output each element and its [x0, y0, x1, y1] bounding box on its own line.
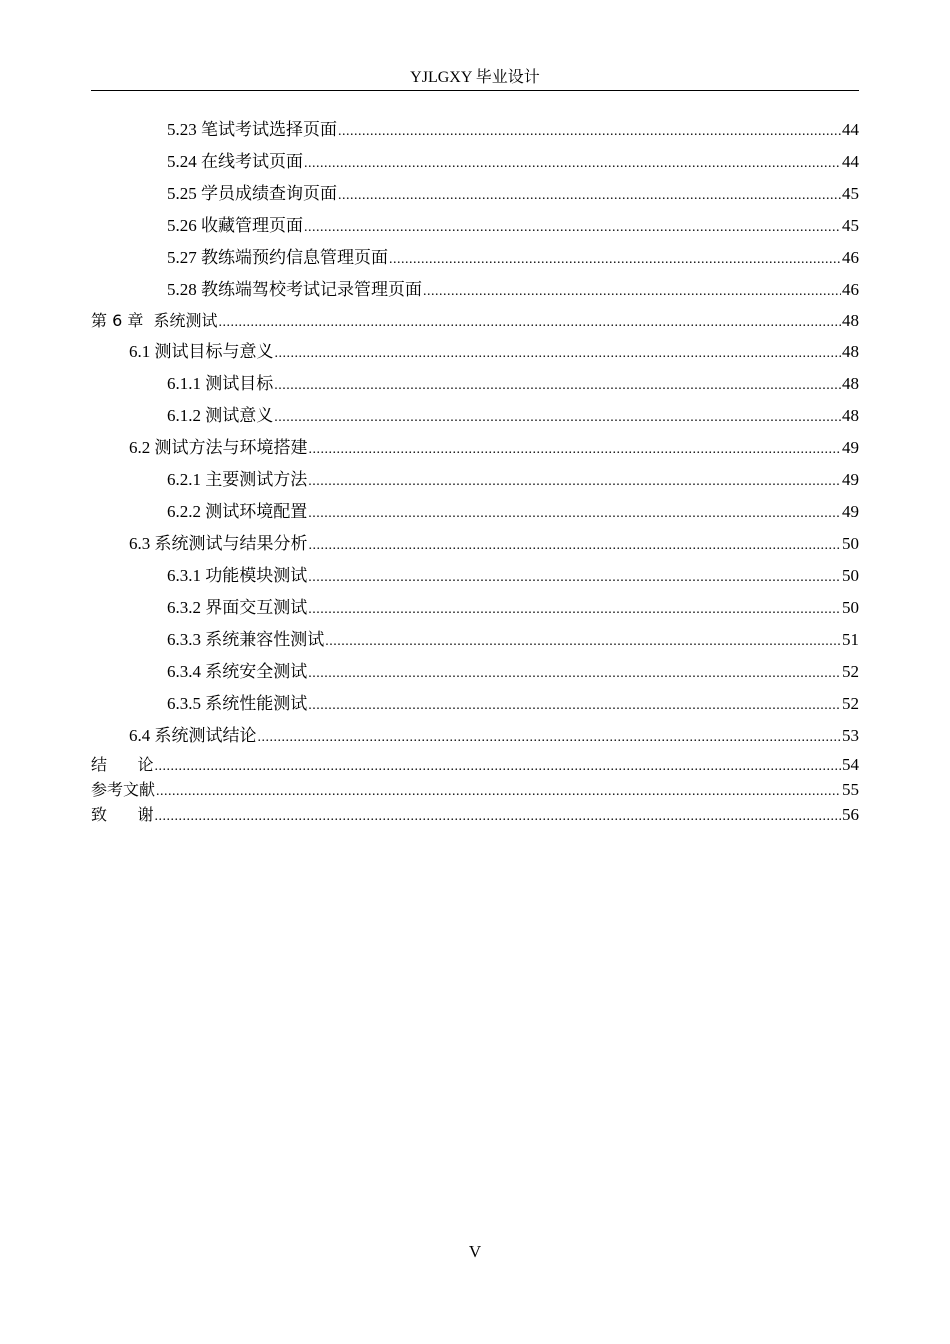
toc-entry-label: 5.28 教练端驾校考试记录管理页面 — [167, 280, 422, 299]
toc-entry-label: 5.27 教练端预约信息管理页面 — [167, 248, 388, 267]
toc-entry-page: 50 — [842, 566, 859, 585]
toc-dot-leader — [274, 402, 841, 434]
toc-entry[interactable] — [91, 688, 859, 720]
toc-entry[interactable] — [91, 496, 859, 528]
toc-entry-page: 48 — [842, 374, 859, 393]
toc-dot-leader — [338, 116, 841, 148]
toc-dot-leader — [308, 594, 841, 626]
toc-entry-page: 56 — [842, 805, 859, 824]
toc-entry-page: 48 — [842, 342, 859, 361]
toc-entry-page: 49 — [842, 470, 859, 489]
toc-entry-label: 6.1 测试目标与意义 — [129, 342, 274, 361]
toc-entry-label: 6.3.1 功能模块测试 — [167, 566, 308, 585]
toc-dot-leader — [325, 626, 841, 658]
toc-entry-page: 51 — [842, 630, 859, 649]
toc-entry-page: 49 — [842, 502, 859, 521]
toc-entry-label: 6.1.2 测试意义 — [167, 406, 274, 425]
toc-dot-leader — [155, 804, 841, 829]
toc-entry[interactable] — [91, 656, 859, 688]
toc-entry-page: 50 — [842, 598, 859, 617]
toc-dot-leader — [156, 779, 841, 804]
toc-dot-leader — [309, 530, 842, 562]
toc-entry-page: 52 — [842, 694, 859, 713]
toc-entry-label: 6.2.1 主要测试方法 — [167, 470, 308, 489]
toc-entry-label: 6.3.2 界面交互测试 — [167, 598, 308, 617]
toc-dot-leader — [308, 658, 841, 690]
toc-entry-page: 50 — [842, 534, 859, 553]
toc-entry[interactable] — [91, 624, 859, 656]
toc-entry[interactable] — [91, 464, 859, 496]
toc-entry-label: 致 谢 — [91, 805, 154, 824]
toc-dot-leader — [304, 212, 841, 244]
toc-dot-leader — [309, 434, 842, 466]
toc-entry-page: 55 — [842, 780, 859, 799]
toc-entry-label: 结 论 — [91, 755, 154, 774]
toc-dot-leader — [338, 180, 841, 212]
toc-entry[interactable] — [91, 432, 859, 464]
toc-entry-label: 6.2.2 测试环境配置 — [167, 502, 308, 521]
toc-entry[interactable] — [91, 752, 859, 777]
page-header: YJLGXY 毕业设计 — [410, 69, 540, 86]
toc-entry[interactable] — [91, 777, 859, 802]
toc-entry-label: 6.3.4 系统安全测试 — [167, 662, 308, 681]
toc-entry[interactable] — [91, 146, 859, 178]
toc-entry-page: 49 — [842, 438, 859, 457]
toc-entry[interactable] — [91, 114, 859, 146]
toc-entry-label: 6.1.1 测试目标 — [167, 374, 274, 393]
toc-dot-leader — [275, 338, 842, 370]
toc-entry-label: 5.23 笔试考试选择页面 — [167, 120, 337, 139]
toc-entry-page: 46 — [842, 280, 859, 299]
toc-entry[interactable] — [91, 274, 859, 306]
toc-dot-leader — [258, 722, 842, 754]
toc-dot-leader — [304, 148, 841, 180]
toc-dot-leader — [423, 276, 841, 308]
toc-dot-leader — [274, 370, 841, 402]
toc-dot-leader — [308, 498, 841, 530]
toc-entry-page: 53 — [842, 726, 859, 745]
toc-entry[interactable] — [91, 400, 859, 432]
toc-entry[interactable] — [91, 242, 859, 274]
toc-dot-leader — [219, 308, 841, 338]
toc-entry[interactable] — [91, 528, 859, 560]
toc-entry-label: 6.3.5 系统性能测试 — [167, 694, 308, 713]
toc-entry[interactable] — [91, 336, 859, 368]
toc-dot-leader — [308, 690, 841, 722]
toc-entry-label: 6.4 系统测试结论 — [129, 726, 257, 745]
toc-entry-label: 第 6 章 系统测试 — [91, 311, 218, 330]
toc-entry-label: 6.3 系统测试与结果分析 — [129, 534, 308, 553]
toc-dot-leader — [308, 562, 841, 594]
toc-entry[interactable] — [91, 210, 859, 242]
toc-entry[interactable] — [91, 368, 859, 400]
toc-entry-label: 参考文献 — [91, 780, 156, 799]
toc-dot-leader — [155, 754, 841, 779]
page-number: V — [468, 1242, 482, 1261]
toc-dot-leader — [389, 244, 841, 276]
toc-entry-label: 5.24 在线考试页面 — [167, 152, 303, 171]
table-of-contents — [91, 114, 859, 827]
toc-dot-leader — [308, 466, 841, 498]
toc-entry-page: 48 — [842, 406, 859, 425]
toc-entry-page: 46 — [842, 248, 859, 267]
toc-entry[interactable] — [91, 802, 859, 827]
toc-entry-label: 6.2 测试方法与环境搭建 — [129, 438, 308, 457]
header-rule — [91, 90, 859, 91]
toc-entry[interactable] — [91, 306, 859, 336]
toc-entry-page: 44 — [842, 120, 859, 139]
toc-entry-label: 5.26 收藏管理页面 — [167, 216, 303, 235]
toc-entry-label: 5.25 学员成绩查询页面 — [167, 184, 337, 203]
toc-entry-page: 45 — [842, 216, 859, 235]
toc-entry-page: 48 — [842, 311, 859, 330]
toc-entry-page: 45 — [842, 184, 859, 203]
toc-entry[interactable] — [91, 592, 859, 624]
toc-entry-label: 6.3.3 系统兼容性测试 — [167, 630, 325, 649]
toc-entry-page: 54 — [842, 755, 859, 774]
toc-entry-page: 52 — [842, 662, 859, 681]
toc-entry[interactable] — [91, 560, 859, 592]
toc-entry[interactable] — [91, 178, 859, 210]
toc-entry[interactable] — [91, 720, 859, 752]
toc-entry-page: 44 — [842, 152, 859, 171]
